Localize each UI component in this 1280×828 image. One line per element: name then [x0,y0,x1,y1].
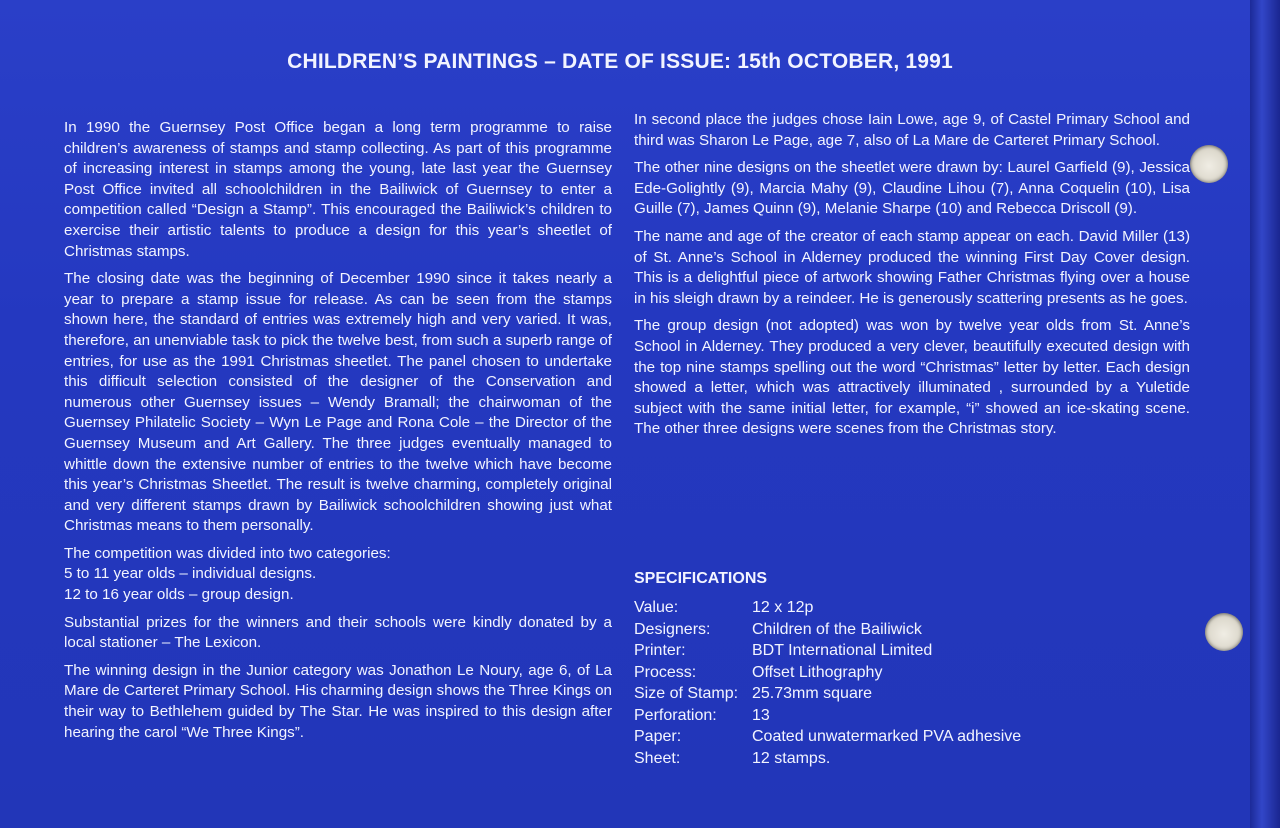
spec-row [634,619,1154,641]
spec-value: Coated unwatermarked PVA adhesive [752,728,1022,745]
spec-label: Value: [634,599,679,616]
spec-row [634,662,1154,684]
spec-value: 25.73mm square [752,685,873,702]
spec-value: Children of the Bailiwick [752,620,922,638]
paragraph: The winning design in the Junior category was Jonathon Le Noury, age 6, of La Mare de Carteret Primary School. His charming design shows the Three Kings on their way to Bethlehem guided by The Star. He was inspired to this design after hearing the carol “We Three Kings”. [64,661,612,741]
spec-label: Process: [634,663,697,681]
paragraph: Substantial prizes for the winners and their schools were kindly donated by a local stationer – The Lexicon. [64,613,612,652]
paragraph: The name and age of the creator of each stamp appear on each. David Miller (13) of St. Anne’s School in Alderney produced the winning First Day Cover design. This is a delightful piece of artwork showing Father Christmas flying over a house in his sleigh drawn by a reindeer. He is generously scattering presents as he goes. [634,227,1190,307]
spec-label: Size of Stamp: [634,685,739,702]
paragraph: 12 to 16 year olds – group design. [64,586,294,604]
paragraph: 5 to 11 year olds – individual designs. [64,565,317,583]
right-column [634,110,1190,447]
specifications-heading: SPECIFICATIONS [634,570,768,587]
spec-row [634,683,1154,705]
paragraph: In 1990 the Guernsey Post Office began a long term programme to raise children’s awareness of stamps and stamp collecting. As part of this programme of increasing interest in stamps among the young, late last year the Guernsey Post Office invited all schoolchildren in the Bailiwick of Guernsey to enter a competition called “Design a Stamp”. This encouraged the Bailiwick’s children to exercise their artistic talents to produce a design for this year’s sheetlet of Christmas stamps. [64,119,612,260]
spec-label: Paper: [634,728,682,745]
spec-label: Sheet: [634,749,681,767]
left-column [64,118,612,750]
spec-row [634,748,1154,770]
spec-value: Offset Lithography [752,663,883,681]
spec-row [634,597,1154,619]
spec-value: 12 stamps. [752,749,831,767]
paragraph: The closing date was the beginning of December 1990 since it takes nearly a year to prepare a stamp issue for release. As can be seen from the stamps shown here, the standard of entries was extremely high and very varied. It was, therefore, an unenviable task to pick the twelve best, from such a superb range of entries, for use as the 1991 Christmas sheetlet. The panel chosen to undertake this difficult selection consisted of the designer of the Conservation and numerous other Guernsey issues – Wendy Bramall; the chairwoman of the Guernsey Philatelic Society – Wyn Le Page and Rona Cole – the Director of the Guernsey Museum and Art Gallery. The three judges eventually managed to whittle down the extensive number of entries to the twelve which have become this year’s Christmas Sheetlet. The result is twelve charming, completely original and very different stamps drawn by Bailiwick schoolchildren showing just what Christmas means to them personally. [64,270,612,535]
spec-row [634,705,1154,727]
spec-label: Designers: [634,620,711,638]
spec-row [634,640,1154,662]
paragraph: In second place the judges chose Iain Lowe, age 9, of Castel Primary School and third was Sharon Le Page, age 7, also of La Mare de Carteret Primary School. [634,111,1190,149]
page-edge [1250,0,1280,828]
specifications-list [634,597,1154,769]
spec-label: Perforation: [634,706,717,724]
binder-hole [1205,613,1243,651]
spec-value: 12 x 12p [752,599,814,616]
paragraph: The group design (not adopted) was won by twelve year olds from St. Anne’s School in Alderney. They produced a very clever, beautifully executed design with the top nine stamps spelling out the word “Christmas” letter by letter. Each design showed a letter, which was attractively illuminated , surrounded by a Yuletide subject with the same initial letter, for example, “i” showed an ice-skating scene. The other three designs were scenes from the Christmas story. [634,317,1190,438]
page-title: CHILDREN’S PAINTINGS – DATE OF ISSUE: 15th OCTOBER, 1991 [287,50,953,73]
paragraph: The other nine designs on the sheetlet were drawn by: Laurel Garfield (9), Jessica Ede-Golightly (9), Marcia Mahy (9), Claudine Lihou (7), Anna Coquelin (10), Lisa Guille (7), James Quinn (9), Melanie Sharpe (10) and Rebecca Driscoll (9). [634,159,1190,218]
binder-hole [1190,145,1228,183]
paragraph: The competition was divided into two categories: [64,544,391,562]
spec-row [634,726,1154,748]
spec-label: Printer: [634,642,686,659]
spec-value: 13 [752,706,770,724]
spec-value: BDT International Limited [752,642,933,659]
